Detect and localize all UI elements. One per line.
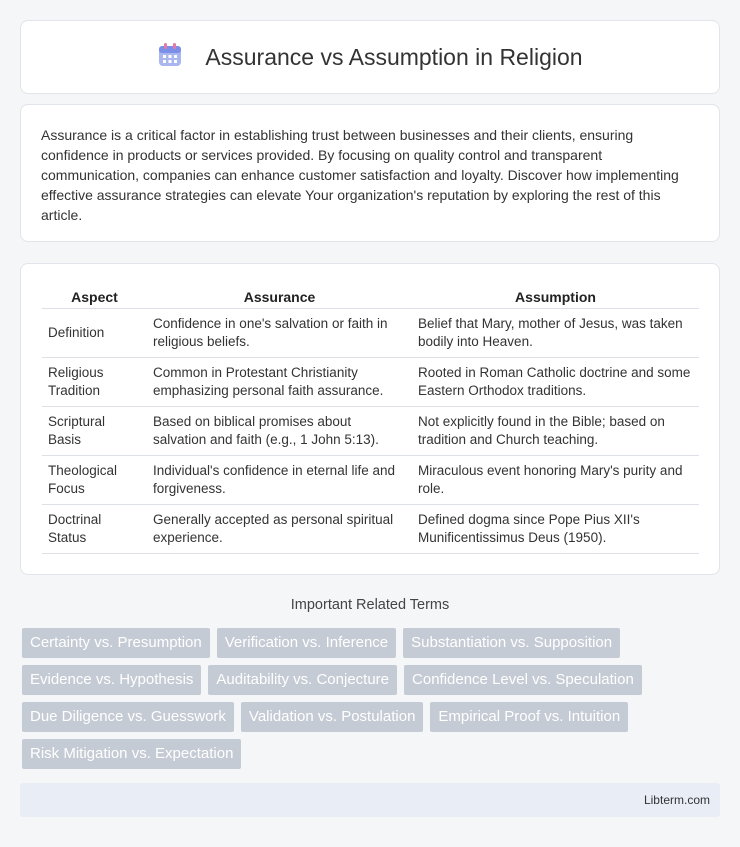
column-header-aspect: Aspect: [42, 286, 147, 308]
table-cell: Individual's confidence in eternal life and forgiveness.: [147, 455, 412, 504]
related-terms-list: [22, 628, 712, 769]
table-cell: Miraculous event honoring Mary's purity and role.: [412, 455, 699, 504]
intro-paragraph: Assurance is a critical factor in establishing trust between businesses and their clients, ensuring confidence in products or services provided. By focusing on quality control and transparent communication, companies can enhance customer satisfaction and loyalty. Discover how implementing effective assurance strategies can elevate Your organization's reputation by exploring the rest of this article.: [41, 127, 679, 223]
table-cell: Religious Tradition: [42, 357, 147, 406]
table-cell: Common in Protestant Christianity emphasizing personal faith assurance.: [147, 357, 412, 406]
related-term-tag[interactable]: Due Diligence vs. Guesswork: [22, 702, 234, 732]
related-terms-title: Important Related Terms: [290, 597, 450, 613]
table-cell: Definition: [42, 308, 147, 357]
table-cell: Generally accepted as personal spiritual experience.: [147, 504, 412, 553]
related-term-tag[interactable]: Certainty vs. Presumption: [22, 628, 210, 658]
related-term-tag[interactable]: Risk Mitigation vs. Expectation: [22, 739, 241, 769]
related-term-tag[interactable]: Verification vs. Inference: [217, 628, 396, 658]
header-card: [20, 20, 720, 94]
table-cell: Based on biblical promises about salvation and faith (e.g., 1 John 5:13).: [147, 406, 412, 455]
table-row: [42, 455, 699, 504]
table-cell: Rooted in Roman Catholic doctrine and some Eastern Orthodox traditions.: [412, 357, 699, 406]
intro-card: [20, 104, 720, 242]
table-row: [42, 406, 699, 455]
table-cell: Not explicitly found in the Bible; based on tradition and Church teaching.: [412, 406, 699, 455]
related-term-tag[interactable]: Confidence Level vs. Speculation: [404, 665, 642, 695]
page-title: Assurance vs Assumption in Religion: [205, 43, 583, 70]
table-row: [42, 357, 699, 406]
related-term-tag[interactable]: Auditability vs. Conjecture: [208, 665, 397, 695]
related-term-tag[interactable]: Substantiation vs. Supposition: [403, 628, 620, 658]
footer: [20, 783, 720, 817]
table-row: [42, 308, 699, 357]
table-cell: Doctrinal Status: [42, 504, 147, 553]
table-header-row: [42, 286, 699, 308]
calendar-icon: [157, 42, 183, 73]
table-cell: Defined dogma since Pope Pius XII's Munificentissimus Deus (1950).: [412, 504, 699, 553]
table-cell: Confidence in one's salvation or faith in religious beliefs.: [147, 308, 412, 357]
comparison-table: [42, 286, 699, 554]
related-term-tag[interactable]: Validation vs. Postulation: [241, 702, 424, 732]
table-cell: Scriptural Basis: [42, 406, 147, 455]
related-term-tag[interactable]: Empirical Proof vs. Intuition: [430, 702, 628, 732]
table-cell: Theological Focus: [42, 455, 147, 504]
column-header-assurance: Assurance: [147, 286, 412, 308]
column-header-assumption: Assumption: [412, 286, 699, 308]
footer-site-link[interactable]: Libterm.com: [643, 793, 710, 807]
table-cell: Belief that Mary, mother of Jesus, was taken bodily into Heaven.: [412, 308, 699, 357]
comparison-table-card: [20, 263, 720, 575]
table-row: [42, 504, 699, 553]
related-term-tag[interactable]: Evidence vs. Hypothesis: [22, 665, 201, 695]
